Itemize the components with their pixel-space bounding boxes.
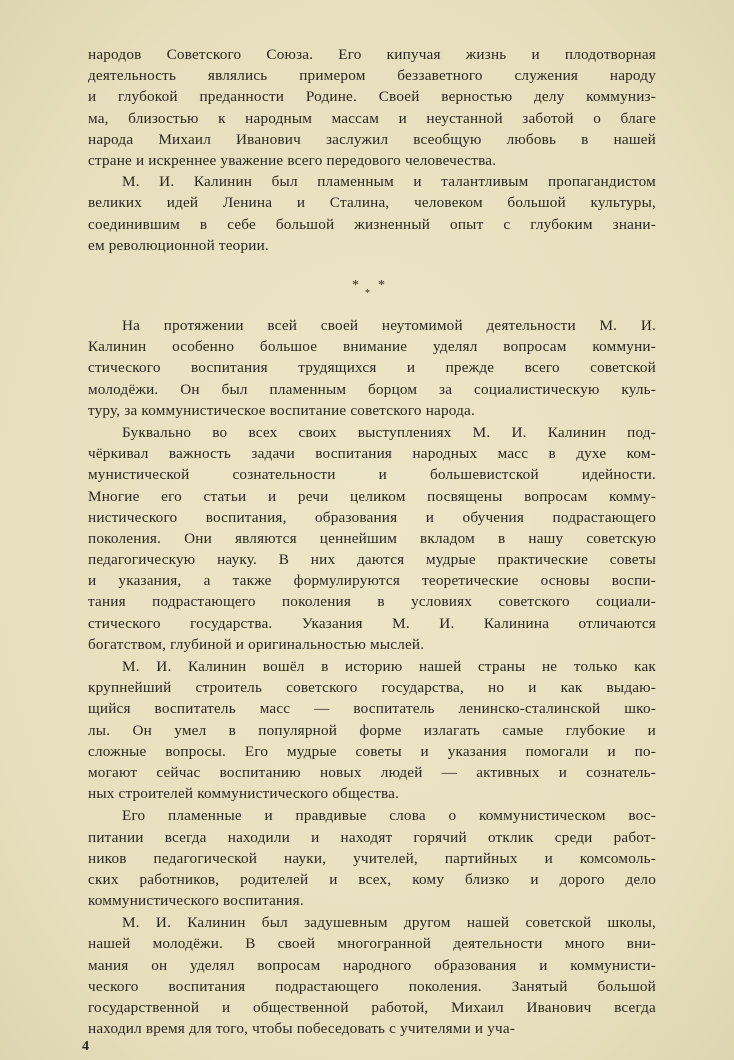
text-line: туру, за коммунистическое воспитание советского народа. [88,401,475,419]
text-line: народов Советского Союза. Его кипучая жизнь и плодотворная [88,46,656,63]
text-line: деятельность являлись примером беззаветного служения народу [88,67,656,85]
text-line: великих идей Ленина и Сталина, человеком большой культуры, [88,194,656,212]
text-line: стране и искреннее уважение всего передового человечества. [88,151,497,169]
text-line: поколения. Они являются ценнейшим вкладом в нашу советскую [88,529,656,547]
text-line: ем революционной теории. [88,236,269,254]
text-line: и глубокой преданности Родине. Своей верностью делу коммуниз- [88,88,656,106]
text-line: ма, близостью к народным массам и неустанной заботой о благе [88,109,656,127]
text-line: стического воспитания трудящихся и прежде всего советской [88,359,656,377]
paragraph [88,171,656,256]
paragraph [88,422,656,655]
text-line: чёркивал важность задачи воспитания народных масс в духе ком- [88,445,656,463]
text-line: народа Михаил Иванович заслужил всеобщую любовь в нашей [88,130,656,148]
text-line: ников педагогической науки, учителей, партийных и комсомоль- [88,849,656,867]
text-line: лы. Он умел в популярной форме излагать самые глубокие и [88,721,656,739]
text-line: нашей молодёжи. В своей многогранной деятельности много вни- [88,935,656,953]
text-line: Буквально во всех своих выступлениях М. И. Калинин под- [122,423,656,441]
separator-star: * [365,288,370,299]
text-line: М. И. Калинин был задушевным другом нашей советской школы, [122,914,656,932]
text-block-main [88,315,656,1039]
text-line: крупнейший строитель советского государства, но и как выдаю- [88,679,656,697]
text-line: мунистической сознательности и большевистской идейности. [88,466,656,484]
text-line: Его пламенные и правдивые слова о коммунистическом вос- [122,807,656,825]
page-number: 4 [82,1039,89,1054]
text-line: щийся воспитатель масс — воспитатель ленинско-сталинской шко- [88,700,656,718]
separator-star: * [378,278,385,293]
text-line: Калинин особенно большое внимание уделял вопросам коммуни- [88,338,656,356]
paragraph [88,912,656,1039]
text-line: коммунистического воспитания. [88,892,304,910]
text-line: На протяжении всей своей неутомимой деятельности М. И. [122,317,656,334]
text-line: молодёжи. Он был пламенным борцом за социалистическую куль- [88,380,656,398]
paragraph [88,656,656,804]
text-line: стического государства. Указания М. И. Калинина отличаются [88,614,656,632]
paragraph [88,805,656,911]
paragraph [88,315,656,421]
text-line: М. И. Калинин вошёл в историю нашей страны не только как [122,658,656,675]
text-line: М. И. Калинин был пламенным и талантливым пропагандистом [122,173,656,191]
text-line: мания он уделял вопросам народного образования и коммунисти- [88,956,656,974]
text-block-top [88,44,656,256]
text-line: тания подрастающего поколения в условиях советского социали- [88,593,656,611]
text-line: ских работников, родителей и всех, кому близко и дорого дело [88,870,656,888]
text-line: соединившим в себе большой жизненный опыт с глубоким знани- [88,215,656,233]
text-line: государственной и общественной работой, Михаил Иванович всегда [88,999,656,1016]
text-line: могают сейчас воспитанию новых людей — активных и сознатель- [88,763,656,781]
paragraph [88,44,656,171]
text-line: питании всегда находили и находят горячий отклик среди работ- [88,828,656,846]
text-line: находил время для того, чтобы побеседовать с учителями и уча- [88,1020,516,1038]
text-line: богатством, глубиной и оригинальностью мыслей. [88,635,425,653]
text-line: Многие его статьи и речи целиком посвящены вопросам комму- [88,487,656,505]
text-line: ных строителей коммунистического общества. [88,785,400,803]
text-line: педагогическую науку. В них даются мудрые практические советы [88,551,656,569]
text-line: и указания, а также формулируются теоретические основы воспи- [88,572,656,590]
separator-star: * [352,278,359,293]
text-line: сложные вопросы. Его мудрые советы и указания помогали и по- [88,742,656,760]
text-line: ческого воспитания подрастающего поколения. Занятый большой [88,977,656,995]
text-line: нистического воспитания, образования и обучения подрастающего [88,508,656,526]
